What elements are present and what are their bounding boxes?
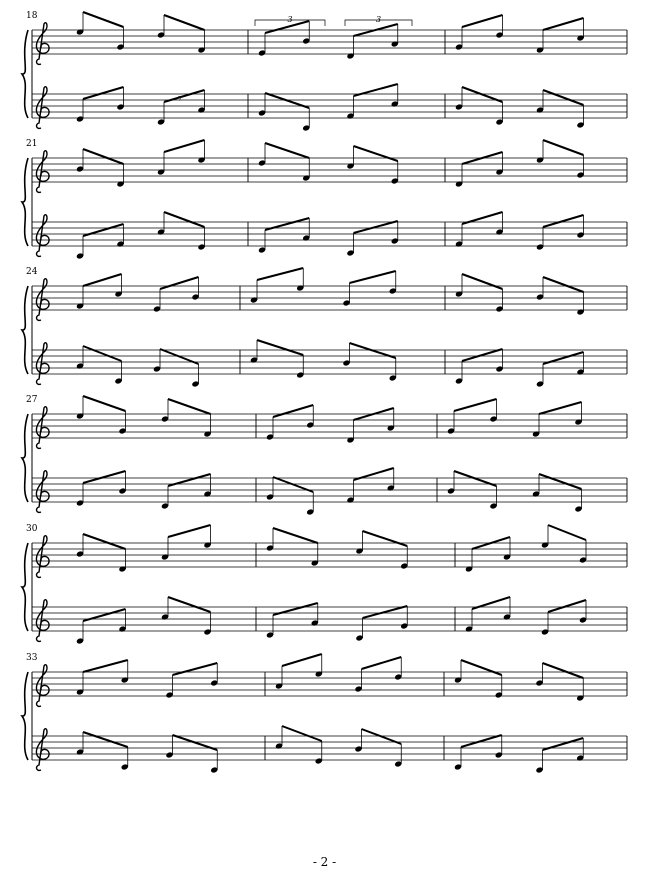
note-beam: [173, 663, 218, 675]
treble-clef-icon: [36, 471, 49, 513]
treble-clef-icon: [36, 87, 49, 129]
note-beam: [543, 215, 584, 227]
note-beam: [462, 349, 503, 361]
measure-number: 18: [26, 11, 38, 21]
note-beam: [164, 140, 205, 152]
note-beam: [543, 18, 584, 30]
note-beam: [83, 732, 128, 747]
treble-clef-icon: [36, 729, 49, 771]
brace-icon: [22, 414, 28, 502]
system-6: [22, 653, 627, 774]
measure-number: 21: [26, 139, 38, 149]
note-beam: [164, 15, 205, 30]
note-beam: [543, 90, 584, 105]
tuplet-bracket: [345, 15, 412, 26]
treble-clef-icon: [36, 600, 49, 642]
note-beam: [461, 735, 502, 747]
systems-layer: [22, 11, 627, 774]
note-beam: [273, 405, 313, 417]
treble-clef-icon: [36, 215, 49, 257]
note-beam: [363, 531, 408, 546]
brace-icon: [22, 672, 28, 760]
measure-number: 30: [26, 524, 38, 534]
system-4: [22, 395, 627, 516]
note-beam: [462, 274, 503, 289]
measure-number: 33: [26, 653, 38, 663]
note-beam: [168, 399, 211, 414]
note-beam: [83, 274, 122, 286]
note-beam: [83, 471, 126, 483]
note-beam: [354, 146, 398, 161]
treble-clef-icon: [36, 279, 49, 321]
brace-icon: [22, 158, 28, 246]
note-beam: [83, 534, 126, 549]
note-beam: [543, 277, 584, 292]
note-beam: [548, 600, 586, 612]
note-beam: [83, 396, 126, 411]
treble-clef-icon: [36, 151, 49, 193]
note-beam: [548, 525, 586, 540]
brace-icon: [22, 286, 28, 374]
note-beam: [83, 149, 124, 164]
note-beam: [83, 660, 128, 672]
note-beam: [539, 402, 582, 414]
tuplet-bracket: [255, 15, 325, 26]
note-beam: [257, 268, 303, 280]
tuplet-label: 3: [375, 15, 382, 24]
note-beam: [354, 221, 398, 233]
note-beam: [462, 15, 503, 27]
system-2: [22, 139, 627, 260]
measure-number: 24: [26, 267, 38, 277]
note-beam: [454, 399, 497, 411]
treble-clef-icon: [36, 407, 49, 449]
note-beam: [160, 277, 199, 289]
brace-icon: [22, 30, 28, 118]
system-3: [22, 267, 627, 388]
note-beam: [363, 606, 408, 618]
system-5: [22, 524, 627, 645]
note-beam: [543, 140, 584, 155]
note-beam: [362, 657, 402, 669]
treble-clef-icon: [36, 343, 49, 385]
note-beam: [282, 726, 322, 741]
rest-symbol: 𝄾: [178, 91, 182, 107]
note-beam: [265, 143, 309, 158]
page-number: - 2 -: [312, 855, 337, 869]
note-beam: [83, 346, 122, 361]
system-1: [22, 11, 627, 132]
note-beam: [164, 212, 205, 227]
treble-clef-icon: [36, 665, 49, 707]
note-beam: [350, 271, 396, 283]
note-beam: [282, 654, 322, 666]
note-beam: [257, 340, 303, 355]
note-beam: [539, 474, 582, 489]
note-beam: [543, 663, 584, 678]
tuplet-label: 3: [287, 15, 293, 24]
treble-clef-icon: [36, 23, 49, 65]
note-beam: [168, 597, 211, 612]
note-beam: [273, 528, 318, 543]
note-beam: [168, 525, 211, 537]
note-beam: [461, 660, 502, 675]
treble-clef-icon: [36, 536, 49, 578]
brace-icon: [22, 543, 28, 631]
note-beam: [83, 12, 124, 27]
note-beam: [83, 87, 124, 99]
measure-number: 27: [26, 395, 38, 405]
